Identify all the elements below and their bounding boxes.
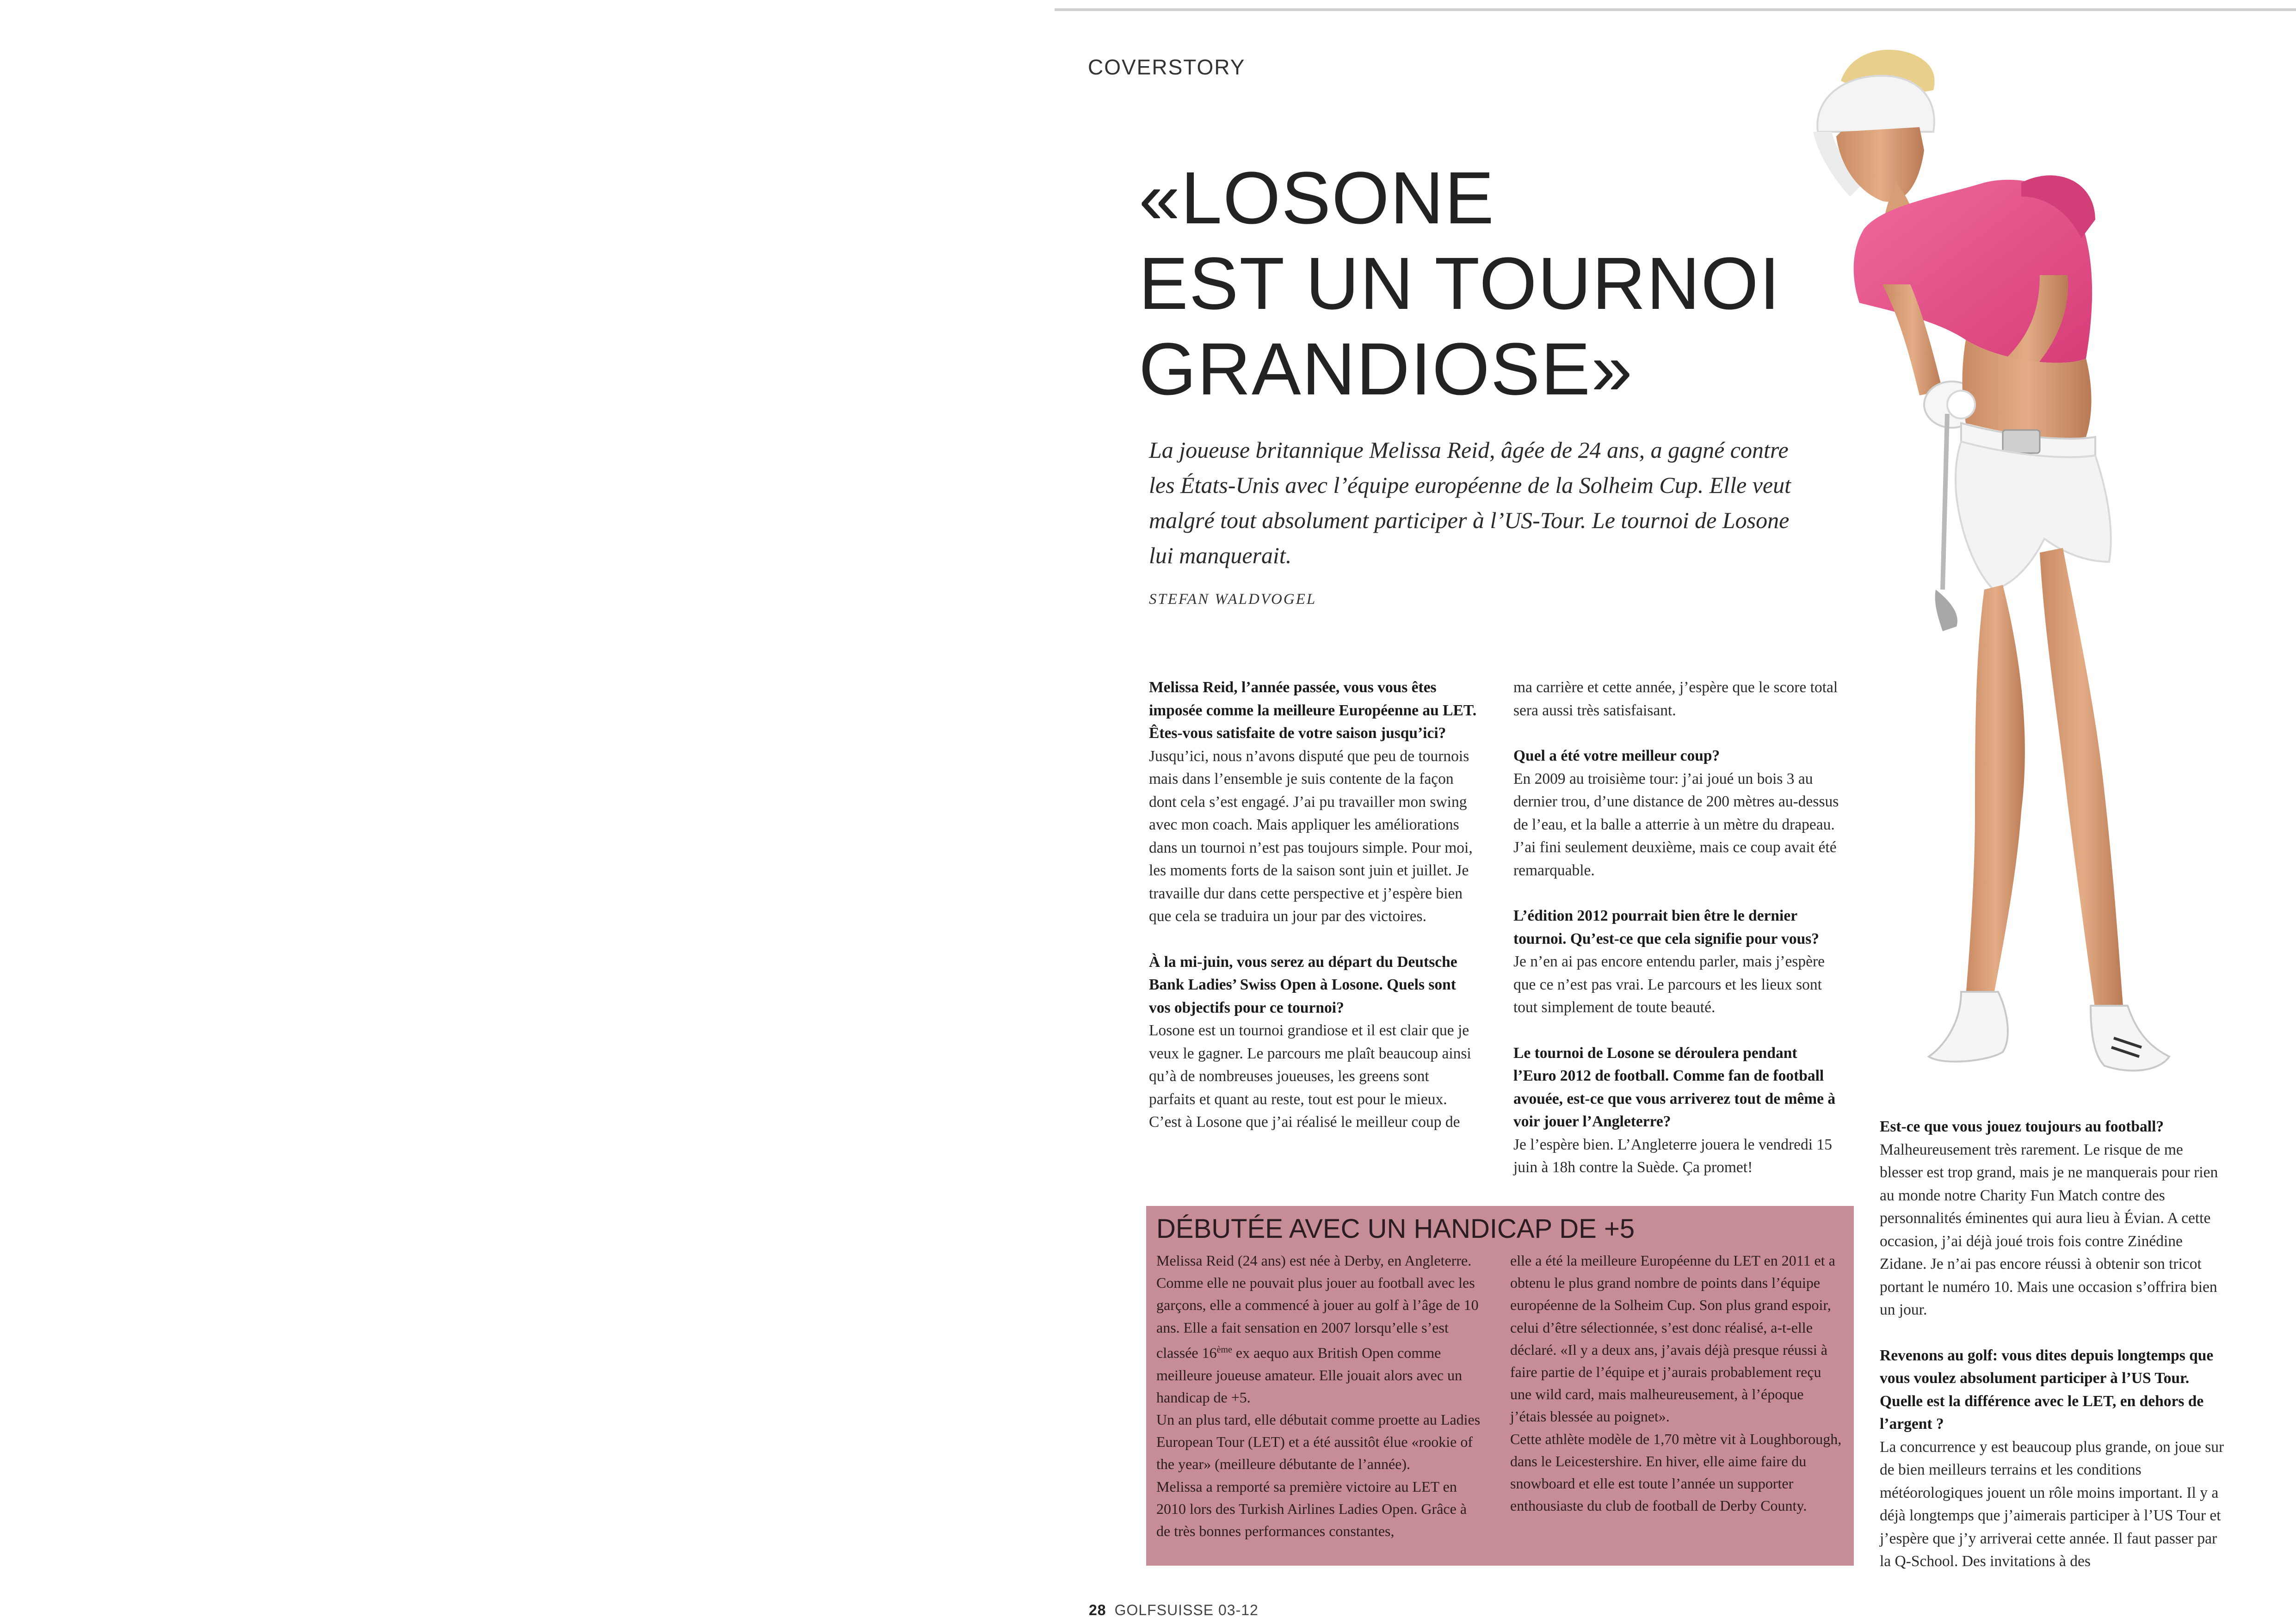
answer-3: En 2009 au troisième tour: j’ai joué un bois 3 au dernier trou, d’une distance de 200 mètres au-dessus de l’eau, et la balle a atterrie à un mètre du drapeau. J’ai fini seulement deuxième, mais ce coup avait été remarquable. <box>1513 770 1839 879</box>
answer-2-continued <box>1513 676 1843 722</box>
answer-2: Losone est un tournoi grandiose et il est clair que je veux le gagner. Le parcours me plaît beaucoup ainsi qu’à de nombreuses joueuses, les greens sont parfaits et quant au reste, tout est pour le mieux. C’est à Losone que j’ai réalisé le meilleur coup de <box>1149 1022 1471 1131</box>
box-p1-pre: Melissa Reid (24 ans) est née à Derby, en Angleterre. Comme elle ne pouvait plus jouer au football avec les garçons, elle a commencé à jouer au golf à l’âge de 10 ans. Elle a fait sensation en 2007 lorsqu’elle s’est classée 16 <box>1156 1252 1479 1361</box>
box-paragraph-3: Melissa a remporté sa première victoire au LET en 2010 lors des Turkish Airlines Ladies Open. Grâce à de très bonnes performances constantes, <box>1156 1478 1467 1540</box>
box-p1-sup: ème <box>1216 1344 1232 1355</box>
top-rule <box>1055 8 2296 11</box>
page-number: 28 <box>1089 1602 1106 1618</box>
box-column-2 <box>1510 1249 1843 1517</box>
question-4: L’édition 2012 pourrait bien être le dernier tournoi. Qu’est-ce que cela signifie pour vous? <box>1513 907 1820 947</box>
byline: STEFAN WALDVOGEL <box>1149 591 1317 608</box>
box-column-1 <box>1156 1249 1484 1542</box>
interview-block-6 <box>1880 1115 2225 1322</box>
answer-2-cont: ma carrière et cette année, j’espère que le score total sera aussi très satisfaisant. <box>1513 679 1838 719</box>
interview-column-2 <box>1513 676 1843 1179</box>
question-6: Est-ce que vous jouez toujours au football? <box>1880 1118 2164 1135</box>
interview-block-4 <box>1513 904 1843 1019</box>
box-paragraph-1 <box>1156 1249 1484 1408</box>
question-7: Revenons au golf: vous dites depuis longtemps que vous voulez absolument participer à l’US Tour. Quelle est la différence avec le LET, en dehors de l’argent ? <box>1880 1346 2214 1432</box>
question-5: Le tournoi de Losone se déroulera pendant l’Euro 2012 de football. Comme fan de football avouée, est-ce que vous arriverez tout de même à voir jouer l’Angleterre? <box>1513 1044 1836 1130</box>
lead-paragraph: La joueuse britannique Melissa Reid, âgée de 24 ans, a gagné contre les États-Unis avec l’équipe européenne de la Solheim Cup. Elle veut malgré tout absolument participer à l’US-Tour. Le tournoi de Losone lui manquerait. <box>1149 437 1791 568</box>
box-p1-post: ex aequo aux British Open comme meilleure joueuse amateur. Elle jouait alors avec un handicap de +5. <box>1156 1344 1463 1406</box>
interview-block-3 <box>1513 744 1843 882</box>
headline-line-3: GRANDIOSE» <box>1139 327 1634 410</box>
answer-1: Jusqu’ici, nous n’avons disputé que peu de tournois mais dans l’ensemble je suis contente de la façon dont cela s’est engagé. J’ai pu travailler mon swing avec mon coach. Mais appliquer les améliorations dans un tournoi n’est pas toujours simple. Pour moi, les moments forts de la saison sont juin et juillet. Je travaille dur dans cette perspective et j’espère bien que cela se traduira un jour par des victoires. <box>1149 747 1473 925</box>
headline-line-1: «LOSONE <box>1139 156 1495 239</box>
box-paragraph-2: Un an plus tard, elle débutait comme proette au Ladies European Tour (LET) et a été aussitôt élue «rookie of the year» (meilleure débutante de l’année). <box>1156 1411 1481 1473</box>
answer-5: Je l’espère bien. L’Angleterre jouera le vendredi 15 juin à 18h contre la Suède. Ça promet! <box>1513 1136 1832 1176</box>
interview-column-3 <box>1880 1115 2225 1573</box>
headline <box>1139 155 1781 412</box>
magazine-name: GOLFSUISSE 03-12 <box>1114 1602 1259 1618</box>
sidebar-box <box>1146 1206 1854 1566</box>
interview-column-1 <box>1149 676 1478 1134</box>
page-footer <box>1089 1602 1259 1619</box>
question-3: Quel a été votre meilleur coup? <box>1513 747 1720 764</box>
box-paragraph-4: elle a été la meilleure Européenne du LET en 2011 et a obtenu le plus grand nombre de points dans l’équipe européenne de la Solheim Cup. Son plus grand espoir, celui d’être sélectionnée, s’est donc réalisé, a-t-elle déclaré. «Il y a deux ans, j’avais déjà presque réussi à faire partie de l’équipe et j’aurais probablement reçu une wild card, mais malheureusement, à l’époque j’étais blessée au poignet». <box>1510 1252 1835 1425</box>
section-label: COVERSTORY <box>1088 55 1246 79</box>
question-2: À la mi-juin, vous serez au départ du Deutsche Bank Ladies’ Swiss Open à Losone. Quels sont vos objectifs pour ce tournoi? <box>1149 953 1457 1016</box>
interview-block-2 <box>1149 951 1478 1134</box>
answer-4: Je n’en ai pas encore entendu parler, mais j’espère que ce n’est pas vrai. Le parcours et les lieux sont tout simplement de toute beauté. <box>1513 953 1825 1016</box>
interview-block-1 <box>1149 676 1478 928</box>
answer-7: La concurrence y est beaucoup plus grande, on joue sur de bien meilleurs terrains et les conditions météorologiques jouent un rôle moins important. Il y a déjà longtemps que j’aimerais participer à l’US Tour et j’espère que j’y arriverai cette année. Il faut passer par la Q-School. Des invitations à des <box>1880 1438 2224 1570</box>
answer-6: Malheureusement très rarement. Le risque de me blesser est trop grand, mais je ne manquerais pour rien au monde notre Charity Fun Match contre des personnalités éminentes qui aura lieu à Évian. A cette occasion, j’ai déjà joué trois fois contre Zinédine Zidane. Je n’ai pas encore réussi à obtenir son tricot portant le numéro 10. Mais une occasion s’offrira bien un jour. <box>1880 1141 2218 1318</box>
headline-line-2: EST UN TOURNOI <box>1139 242 1781 325</box>
box-title: DÉBUTÉE AVEC UN HANDICAP DE +5 <box>1156 1214 1635 1244</box>
box-paragraph-5: Cette athlète modèle de 1,70 mètre vit à Loughborough, dans le Leicestershire. En hiver, elle aime faire du snowboard et elle est toute l’année un supporter enthousiaste du club de football de Derby County. <box>1510 1430 1842 1514</box>
interview-block-7 <box>1880 1344 2225 1573</box>
question-1: Melissa Reid, l’année passée, vous vous êtes imposée comme la meilleure Européenne au LET. Êtes-vous satisfaite de votre saison jusqu’ici? <box>1149 679 1477 742</box>
blank-left-page <box>0 0 1055 1623</box>
interview-block-5 <box>1513 1042 1843 1179</box>
